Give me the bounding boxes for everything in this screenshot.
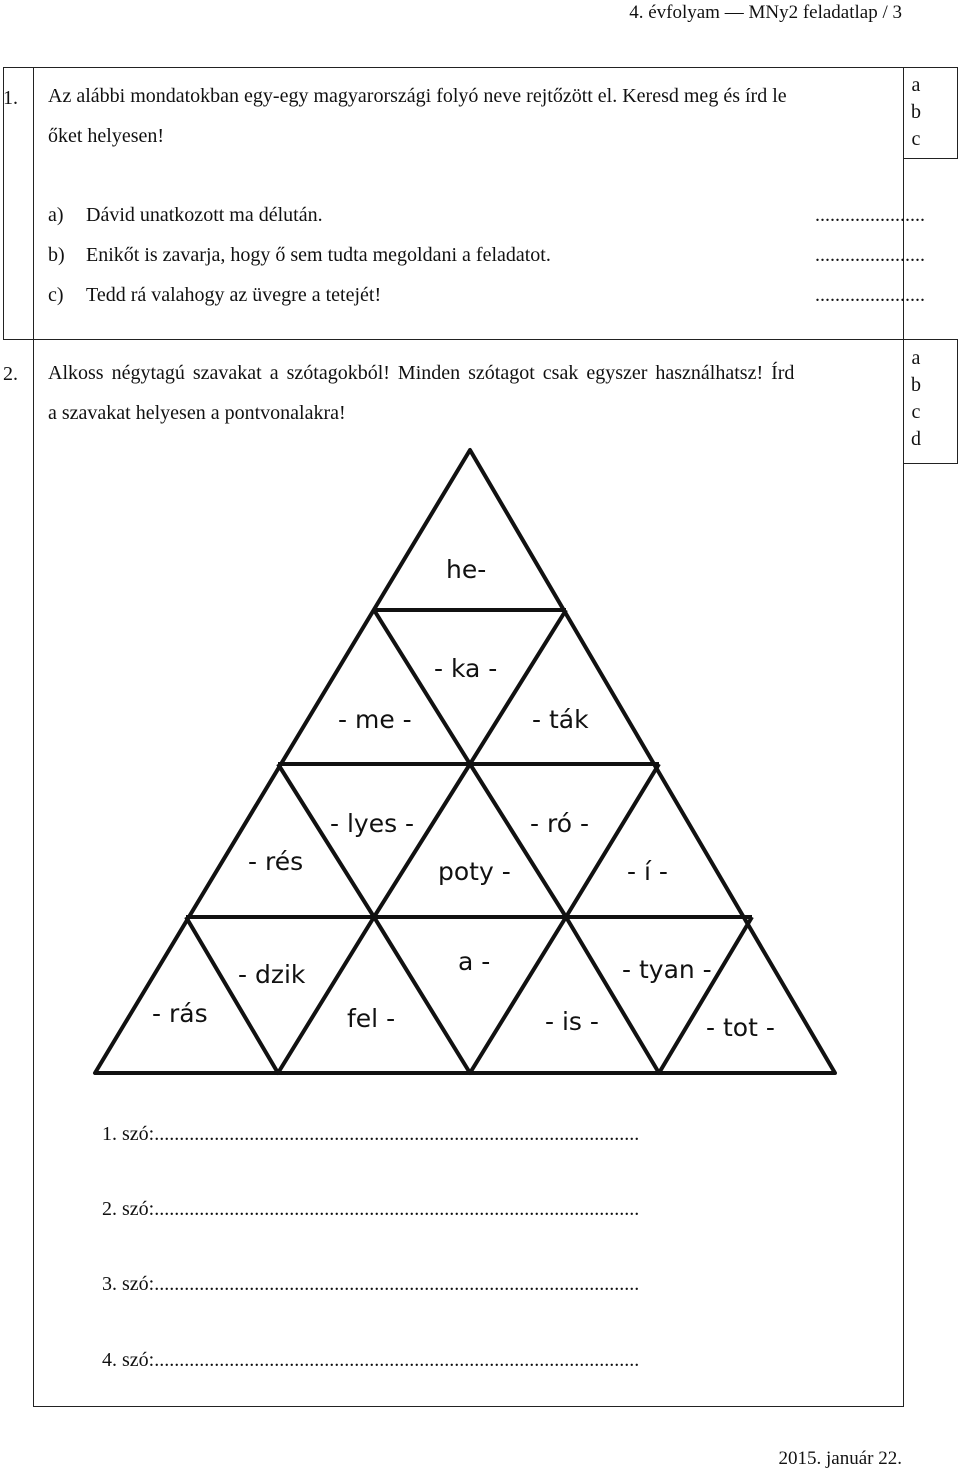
syllable-is: - is - <box>545 1007 599 1036</box>
syllable-fel: fel - <box>347 1004 396 1033</box>
page-header: 4. évfolyam — MNy2 feladatlap / 3 <box>629 2 902 23</box>
task1-prompt-line2: őket helyesen! <box>48 125 165 147</box>
answer-label: 3. szó: <box>102 1273 155 1295</box>
syllable-poty: poty - <box>438 857 511 886</box>
sentence-text: Enikőt is zavarja, hogy ő sem tudta megoldani a feladatot. <box>86 244 551 266</box>
score-a: a <box>911 74 921 96</box>
syllable-ras: - rás <box>152 999 208 1028</box>
sentence-letter: c) <box>48 284 64 306</box>
pyramid-divider-row3 <box>278 764 659 917</box>
task1-answer-c[interactable]: ...................... <box>815 284 925 306</box>
task1-answer-b[interactable]: ...................... <box>815 244 925 266</box>
syllable-me: - me - <box>338 705 412 734</box>
syllable-dzik: - dzik <box>238 960 306 989</box>
task2-number: 2. <box>3 363 18 385</box>
syllable-lyes: - lyes - <box>330 809 415 838</box>
score-b: b <box>911 374 921 396</box>
score-c: c <box>911 401 921 423</box>
answer-line-4[interactable] <box>102 1349 639 1372</box>
syllable-tot: - tot - <box>706 1013 775 1042</box>
answer-label: 1. szó: <box>102 1123 155 1145</box>
syllable-ro: - ró - <box>530 809 589 838</box>
sentence-letter: b) <box>48 244 65 266</box>
answer-dots[interactable]: ................................................................................................. <box>154 1349 640 1371</box>
task2-prompt-line2: a szavakat helyesen a pontvonalakra! <box>48 402 346 424</box>
answer-dots[interactable]: ................................................................................................. <box>154 1198 640 1220</box>
syllable-ka: - ka - <box>434 654 498 683</box>
answer-label: 2. szó: <box>102 1198 155 1220</box>
syllable-a: a - <box>458 947 491 976</box>
answer-line-1[interactable] <box>102 1123 639 1146</box>
sentence-text: Dávid unatkozott ma délután. <box>86 204 323 226</box>
syllable-i: - í - <box>627 857 668 886</box>
task1-prompt-line1: Az alábbi mondatokban egy-egy magyarországi folyó neve rejtőzött el. Keresd meg és írd le <box>48 85 787 107</box>
task1-number: 1. <box>3 87 18 109</box>
sentence-letter: a) <box>48 204 64 226</box>
answer-line-3[interactable] <box>102 1273 639 1296</box>
footer-date: 2015. január 22. <box>778 1448 902 1469</box>
score-c: c <box>911 128 921 150</box>
answer-dots[interactable]: ................................................................................................. <box>154 1123 640 1145</box>
score-b: b <box>911 101 921 123</box>
syllable-tak: - ták <box>532 705 589 734</box>
answer-dots[interactable]: ................................................................................................. <box>154 1273 640 1295</box>
answer-line-2[interactable] <box>102 1198 639 1221</box>
syllable-tyan: - tyan - <box>622 955 712 984</box>
score-a: a <box>911 347 921 369</box>
pyramid-divider-row2 <box>374 610 566 764</box>
pyramid-outline <box>95 450 835 1073</box>
syllable-he: he- <box>446 555 487 584</box>
score-d: d <box>911 428 921 450</box>
pyramid-divider-row4 <box>186 917 752 1073</box>
syllable-res: - rés <box>248 847 304 876</box>
task2-prompt-line1: Alkoss négytagú szavakat a szótagokból! Minden szótagot csak egyszer használhatsz! Írd <box>48 362 795 384</box>
task1-answer-a[interactable]: ...................... <box>815 204 925 226</box>
sentence-text: Tedd rá valahogy az üvegre a tetejét! <box>86 284 382 306</box>
answer-label: 4. szó: <box>102 1349 155 1371</box>
